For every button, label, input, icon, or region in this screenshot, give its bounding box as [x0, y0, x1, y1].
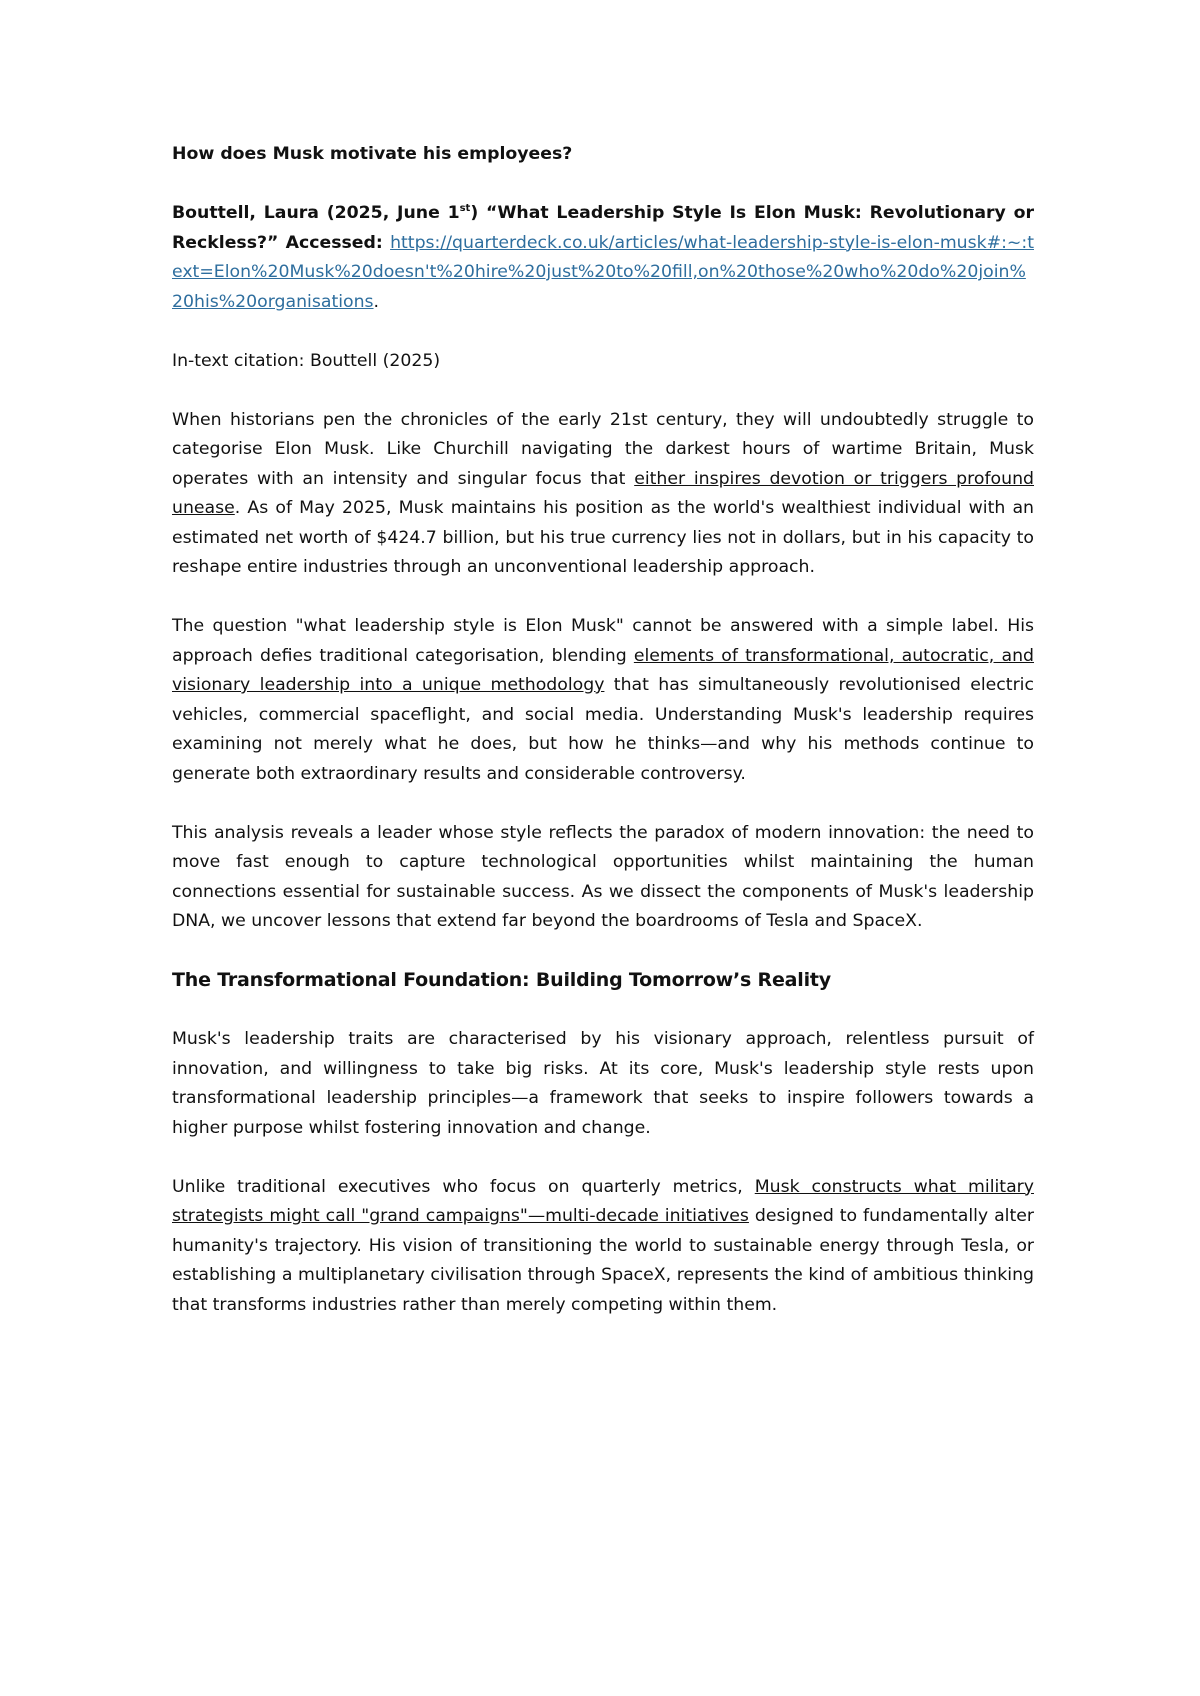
- paragraph-intro: [172, 406, 1034, 583]
- citation-url-link[interactable]: https://quarterdeck.co.uk/articles/what-leadership-style-is-elon-musk#:~:text=Elon%20Musk%20doesn't%20hire%20just%20to%20fill,on%20those%20who%20do%20join%20his%20organisations: [172, 232, 1034, 312]
- citation-title: ) “What Leadership Style Is Elon Musk: Revolutionary or Reckless?” Accessed:: [172, 203, 1034, 253]
- paragraph-campaigns: [172, 1173, 1034, 1321]
- paragraph-question-text-a: The question "what leadership style is Elon Musk" cannot be answered with a simple label. His approach defies traditional categorisation, blending: [172, 616, 1034, 666]
- in-text-citation: In-text citation: Bouttell (2025): [172, 350, 441, 371]
- paragraph-traits: Musk's leadership traits are characterised by his visionary approach, relentless pursuit of innovation, and willingness to take big risks. At its core, Musk's leadership style rests upon transformational leadership principles—a framework that seeks to inspire followers towards a higher purpose whilst fostering innovation and change.: [172, 1029, 1034, 1138]
- citation-author-date: Bouttell, Laura (2025, June 1: [172, 203, 460, 223]
- citation-end: .: [373, 291, 380, 312]
- paragraph-question-text-b: that has simultaneously revolutionised electric vehicles, commercial spaceflight, and social media. Understanding Musk's leadership requires examining not merely what he does, but how he thinks—and why his methods continue to generate both extraordinary results and considerable controversy.: [172, 675, 1034, 784]
- paragraph-question: [172, 612, 1034, 789]
- paragraph-question-underlined: elements of transformational, autocratic, and visionary leadership into a unique methodology: [172, 645, 1034, 695]
- paragraph-campaigns-underlined: Musk constructs what military strategists might call "grand campaigns"—multi-decade initiatives: [172, 1176, 1034, 1226]
- document-question: How does Musk motivate his employees?: [172, 144, 573, 164]
- paragraph-analysis: This analysis reveals a leader whose style reflects the paradox of modern innovation: the need to move fast enough to capture technological opportunities whilst maintaining the human connections essential for sustainable success. As we dissect the components of Musk's leadership DNA, we uncover lessons that extend far beyond the boardrooms of Tesla and SpaceX.: [172, 822, 1034, 931]
- section-heading: The Transformational Foundation: Building Tomorrow’s Reality: [172, 969, 831, 991]
- paragraph-intro-underlined: either inspires devotion or triggers profound unease: [172, 468, 1034, 518]
- paragraph-intro-text-b: . As of May 2025, Musk maintains his position as the world's wealthiest individual with an estimated net worth of $424.7 billion, but his true currency lies not in dollars, but in his capacity to reshape entire industries through an unconventional leadership approach.: [172, 498, 1034, 577]
- citation-date-superscript: st: [459, 203, 471, 215]
- paragraph-campaigns-text-b: designed to fundamentally alter humanity's trajectory. His vision of transitioning the world to sustainable energy through Tesla, or establishing a multiplanetary civilisation through SpaceX, represents the kind of ambitious thinking that transforms industries rather than merely competing within them.: [172, 1206, 1034, 1315]
- reference-citation: [172, 199, 1034, 317]
- paragraph-campaigns-text-a: Unlike traditional executives who focus on quarterly metrics,: [172, 1176, 755, 1197]
- paragraph-intro-text-a: When historians pen the chronicles of the early 21st century, they will undoubtedly struggle to categorise Elon Musk. Like Churchill navigating the darkest hours of wartime Britain, Musk operates with an intensity and singular focus that: [172, 409, 1034, 489]
- document-body: [172, 140, 1034, 1320]
